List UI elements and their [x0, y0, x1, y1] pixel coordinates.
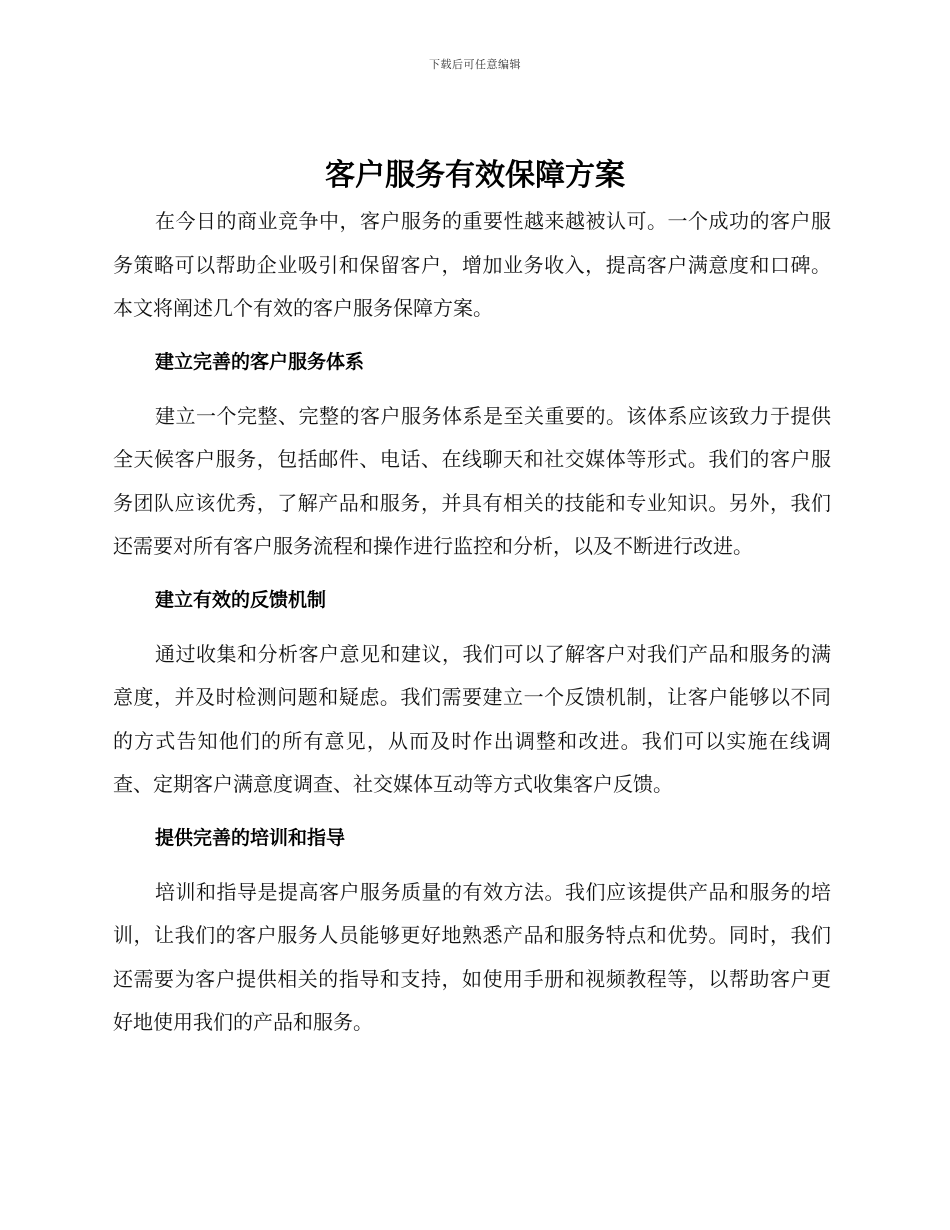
section-heading-feedback: 建立有效的反馈机制 [155, 588, 327, 611]
intro-paragraph: 在今日的商业竞争中，客户服务的重要性越来越被认可。一个成功的客户服务策略可以帮助企业吸引和保留客户，增加业务收入，提高客户满意度和口碑。本文将阐述几个有效的客户服务保障方案。 [113, 209, 831, 320]
document-title: 客户服务有效保障方案 [325, 158, 625, 193]
section-heading-training: 提供完善的培训和指导 [155, 826, 346, 849]
document-body [113, 200, 831, 1045]
section-body-service-system: 建立一个完整、完整的客户服务体系是至关重要的。该体系应该致力于提供全天候客户服务，包括邮件、电话、在线聊天和社交媒体等形式。我们的客户服务团队应该优秀，了解产品和服务，并具有相关的技能和专业知识。另外，我们还需要对所有客户服务流程和操作进行监控和分析，以及不断进行改进。 [113, 403, 831, 558]
section-body-feedback: 通过收集和分析客户意见和建议，我们可以了解客户对我们产品和服务的满意度，并及时检测问题和疑虑。我们需要建立一个反馈机制，让客户能够以不同的方式告知他们的所有意见，从而及时作出调整和改进。我们可以实施在线调查、定期客户满意度调查、社交媒体互动等方式收集客户反馈。 [113, 641, 831, 796]
section-body-training: 培训和指导是提高客户服务质量的有效方法。我们应该提供产品和服务的培训，让我们的客户服务人员能够更好地熟悉产品和服务特点和优势。同时，我们还需要为客户提供相关的指导和支持，如使用手册和视频教程等，以帮助客户更好地使用我们的产品和服务。 [113, 879, 831, 1034]
section-heading-service-system: 建立完善的客户服务体系 [155, 350, 365, 373]
header-note: 下载后可任意编辑 [429, 58, 521, 71]
